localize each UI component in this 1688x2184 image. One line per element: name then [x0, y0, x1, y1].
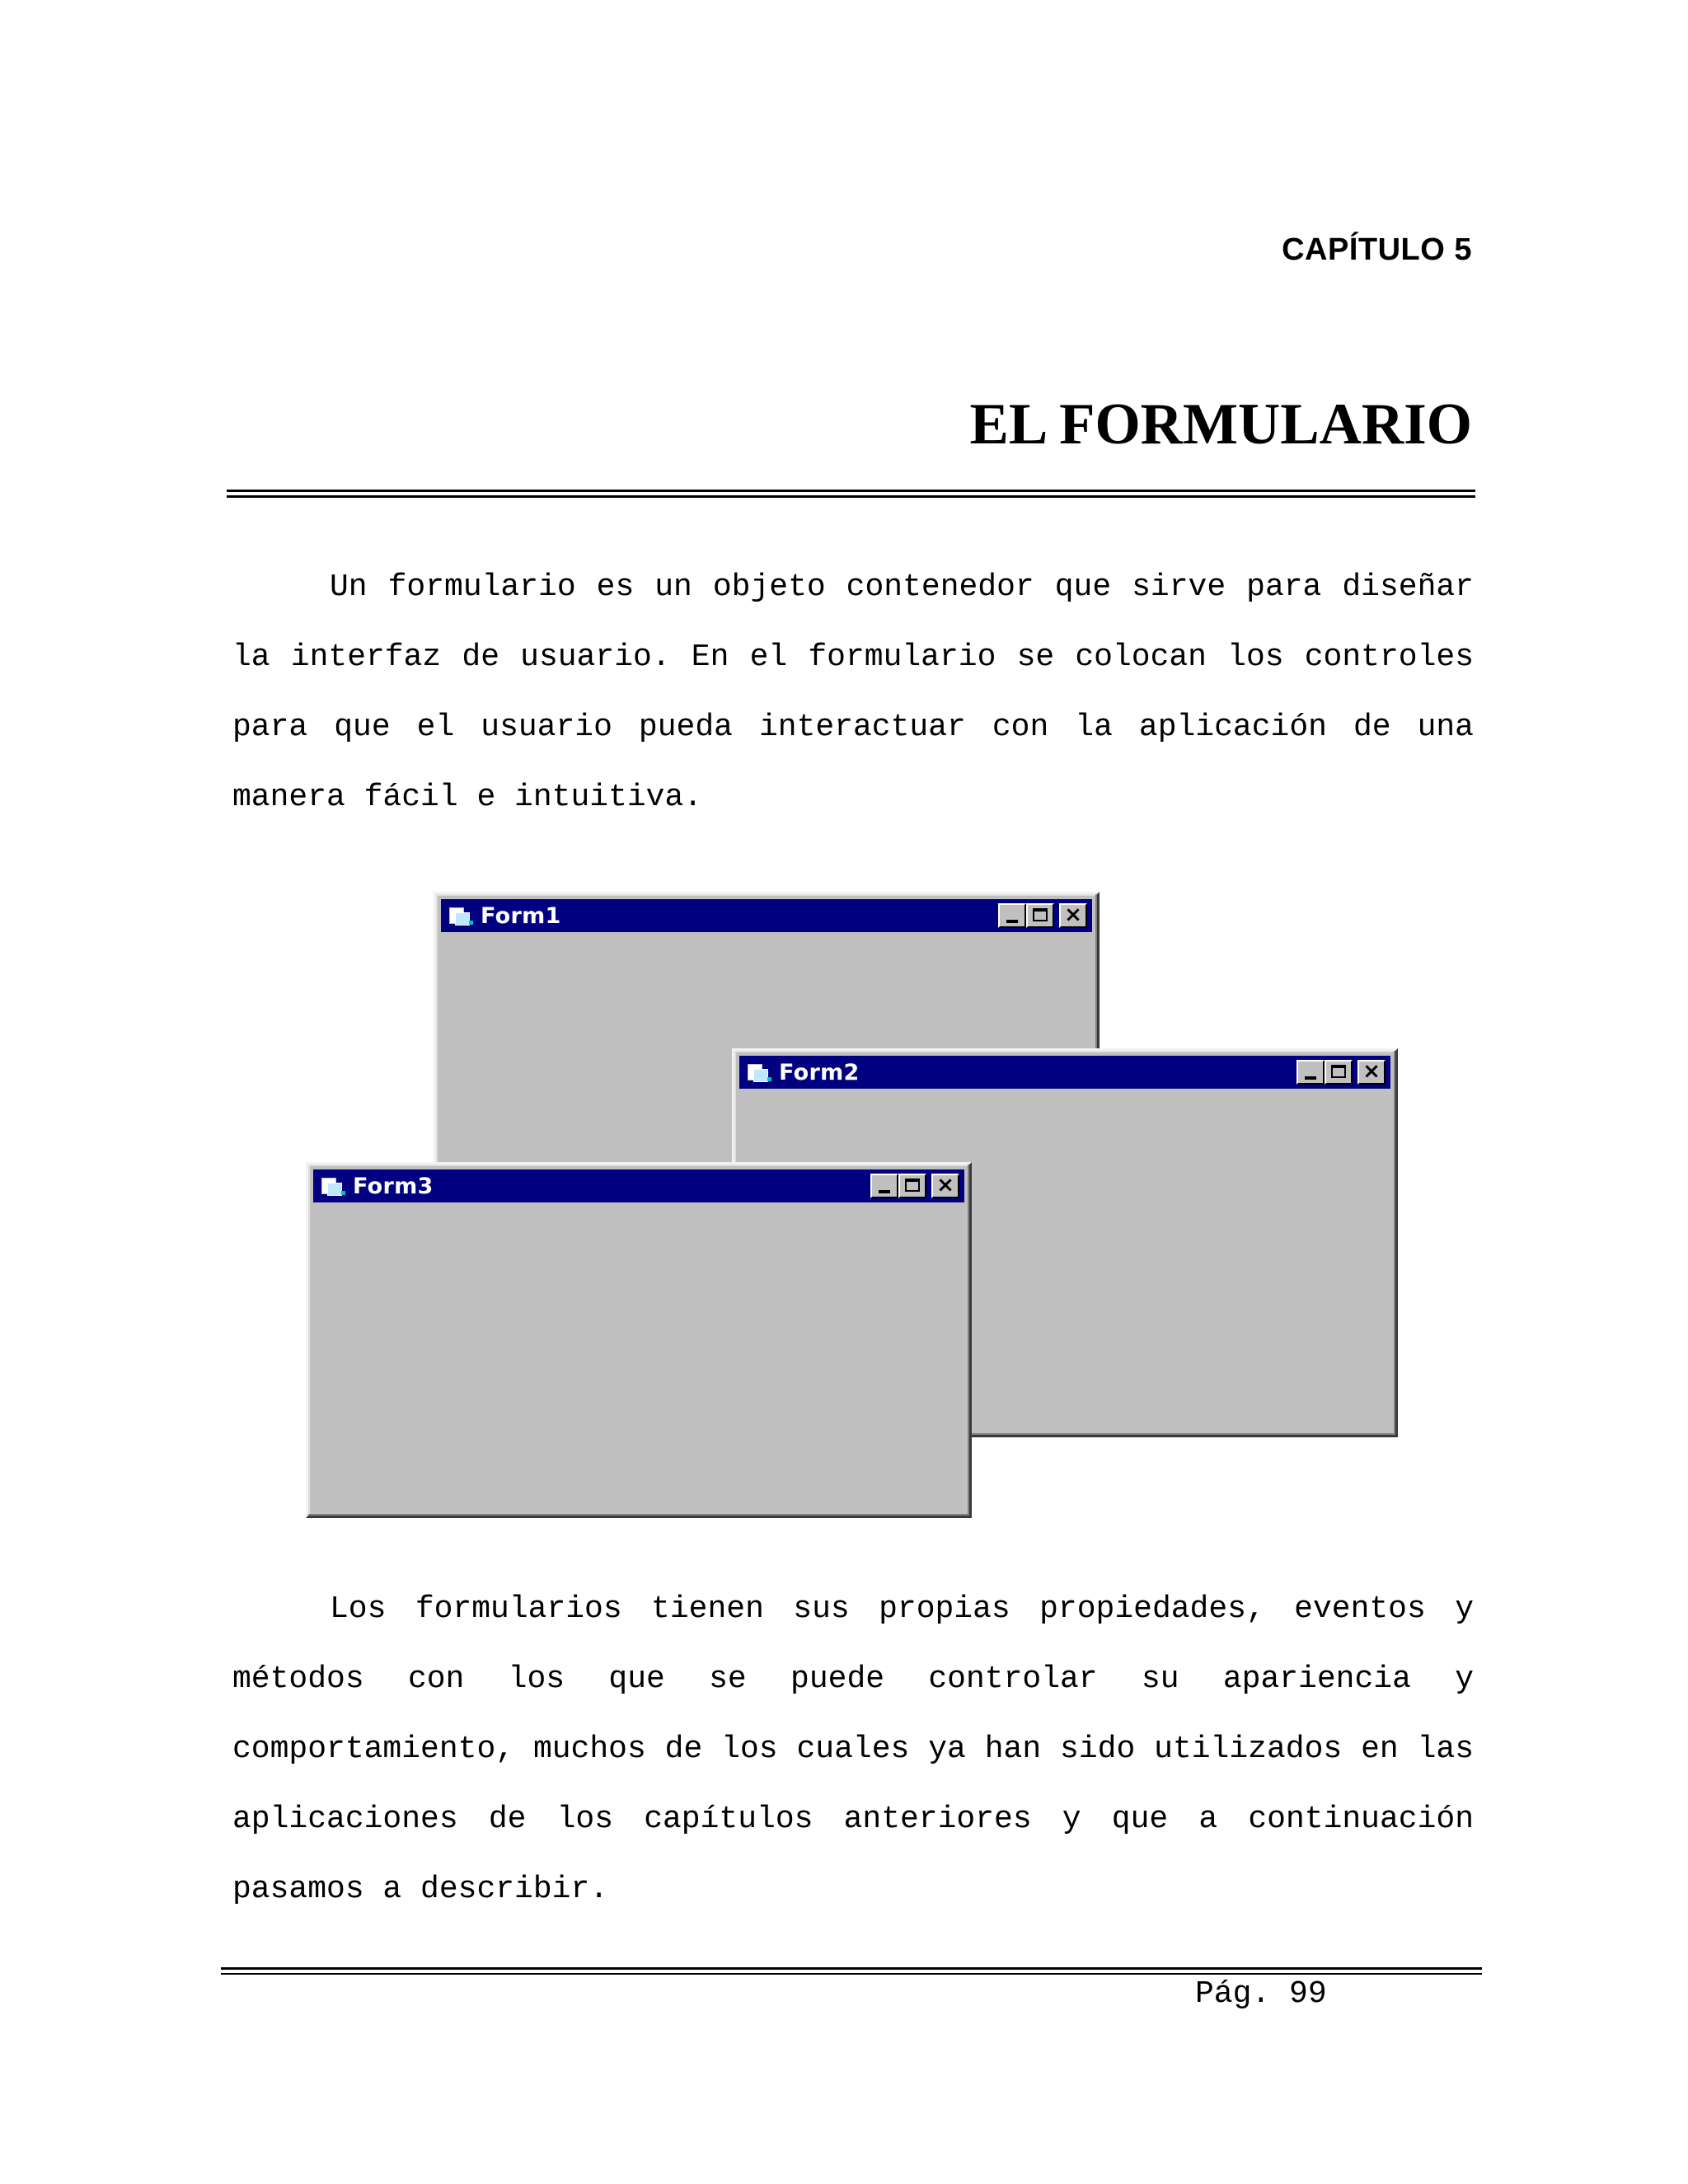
- form-icon: [746, 1061, 772, 1084]
- form2-titlebar[interactable]: [739, 1056, 1390, 1089]
- footer-rule-top: [221, 1967, 1482, 1970]
- minimize-button[interactable]: [870, 1174, 898, 1198]
- page-number: Pág. 99: [1195, 1976, 1327, 2012]
- paragraph-1: Un formulario es un objeto contenedor que sirve para diseñar la interfaz de usuario. En el formulario se colocan los controles para que el usuario pueda interactuar con la aplicación de una manera fácil e intuitiva.: [232, 569, 1474, 815]
- form-icon: [448, 904, 474, 927]
- close-button[interactable]: [931, 1174, 959, 1198]
- maximize-button[interactable]: [1325, 1060, 1353, 1085]
- footer-rule-bottom: [221, 1973, 1482, 1975]
- title-rule-bottom: [227, 495, 1475, 498]
- minimize-button[interactable]: [1296, 1060, 1325, 1085]
- minimize-icon: [1305, 1076, 1316, 1080]
- close-button[interactable]: [1357, 1060, 1386, 1085]
- form1-title: Form1: [481, 902, 561, 929]
- maximize-button[interactable]: [898, 1174, 926, 1198]
- form2-title: Form2: [779, 1059, 860, 1085]
- chapter-label: CAPÍTULO 5: [1282, 232, 1472, 267]
- form3-titlebar[interactable]: [313, 1169, 964, 1202]
- form3-title: Form3: [353, 1173, 434, 1199]
- paragraph-2: Los formularios tienen sus propias propiedades, eventos y métodos con los que se puede controlar su apariencia y comportamiento, muchos de los cuales ya han sido utilizados en las aplicaciones de los capítulos anteriores y que a continuación pasamos a describir.: [232, 1591, 1474, 1907]
- form1-window-controls: [998, 903, 1087, 928]
- title-rule-top: [227, 490, 1475, 492]
- close-button[interactable]: [1059, 903, 1087, 928]
- form-icon: [320, 1174, 346, 1197]
- close-icon: ×: [936, 1173, 954, 1197]
- page-title: EL FORMULARIO: [969, 392, 1472, 457]
- minimize-icon: [1006, 920, 1018, 923]
- form3-window-controls: [870, 1174, 959, 1198]
- maximize-icon: [1033, 908, 1048, 921]
- form2-window-controls: [1296, 1060, 1386, 1085]
- close-icon: ×: [1064, 902, 1082, 927]
- maximize-button[interactable]: [1026, 903, 1054, 928]
- maximize-icon: [1331, 1065, 1346, 1078]
- maximize-icon: [905, 1179, 920, 1192]
- close-icon: ×: [1362, 1059, 1381, 1084]
- form3-window[interactable]: [306, 1162, 972, 1518]
- minimize-button[interactable]: [998, 903, 1026, 928]
- form1-titlebar[interactable]: [441, 899, 1092, 932]
- minimize-icon: [879, 1190, 890, 1193]
